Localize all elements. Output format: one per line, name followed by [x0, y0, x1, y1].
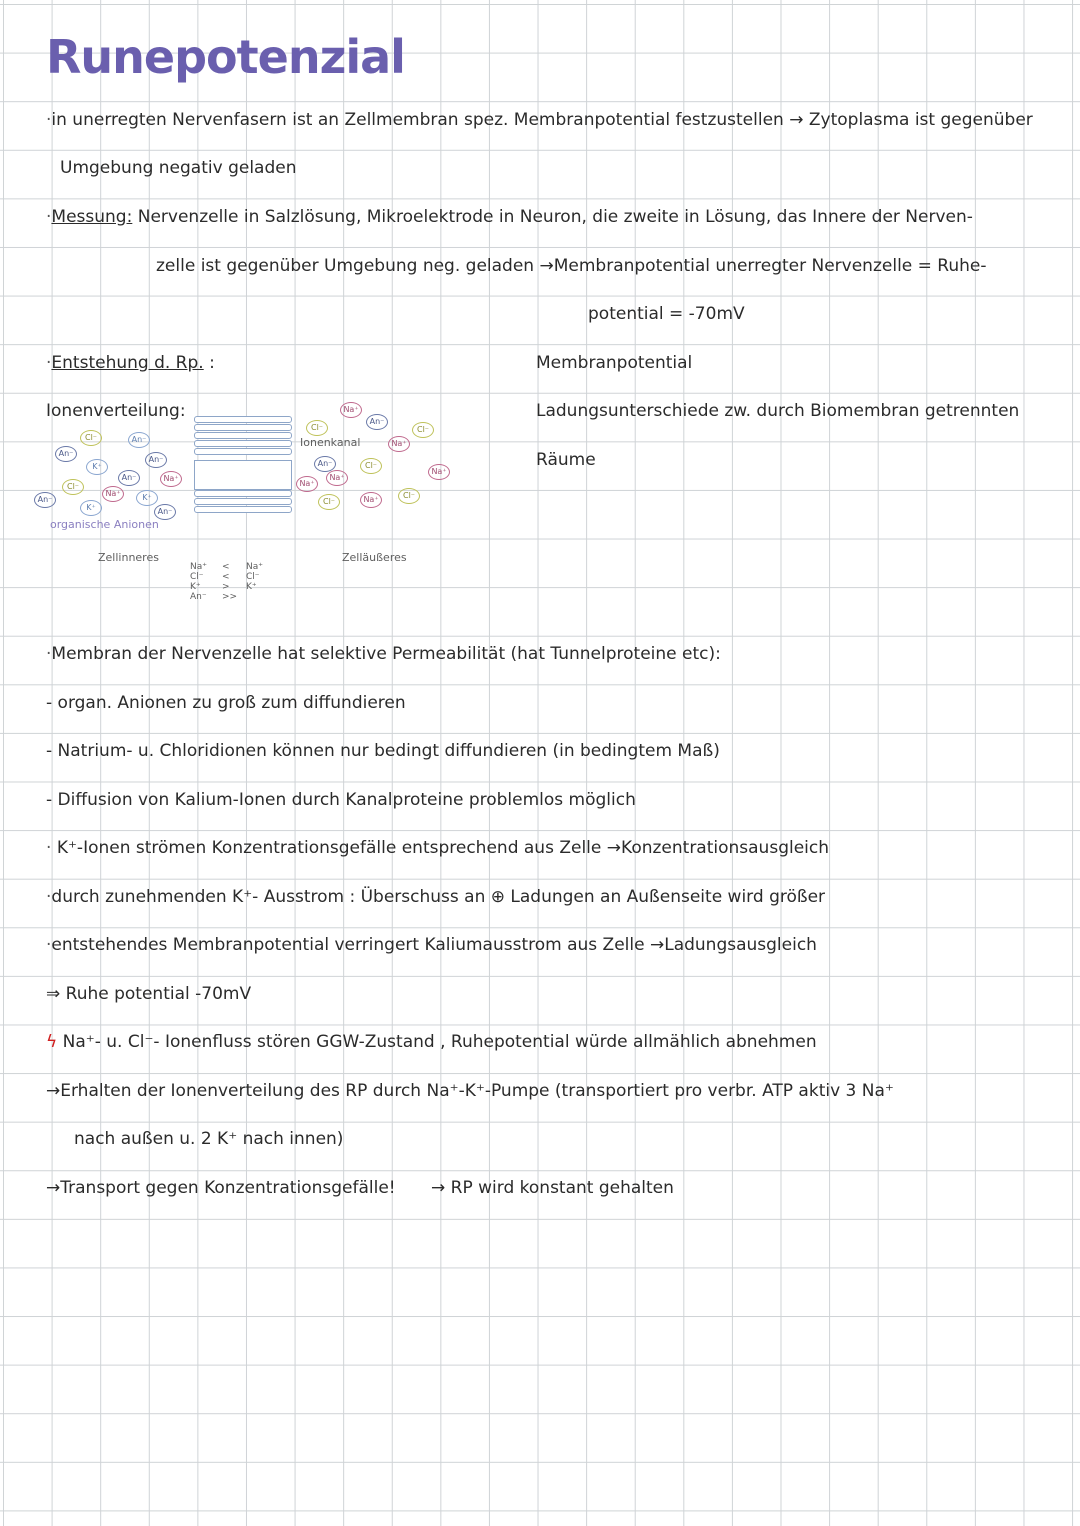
cl-ion: Cl⁻ [62, 479, 84, 495]
cl-ion: Cl⁻ [412, 422, 434, 438]
na-ion: Na⁺ [160, 471, 182, 487]
organische-anionen-label: organische Anionen [50, 518, 159, 531]
text-line: Umgebung negativ geladen [60, 158, 297, 178]
cl-ion: Cl⁻ [318, 494, 340, 510]
ion-channel [194, 460, 292, 490]
definition-text: Ladungsunterschiede zw. durch Biomembran getrennten [536, 401, 1020, 421]
page-title: Runepotenzial [46, 30, 405, 84]
an-ion: An⁻ [55, 446, 77, 462]
comparison-right: Na⁺ Cl⁻ K⁺ [246, 562, 263, 592]
na-ion: Na⁺ [296, 476, 318, 492]
na-ion: Na⁺ [102, 486, 124, 502]
na-ion: Na⁺ [326, 470, 348, 486]
na-ion: Na⁺ [428, 464, 450, 480]
an-ion: An⁻ [366, 414, 388, 430]
lightning-icon: ϟ [46, 1032, 58, 1052]
text-line: →Transport gegen Konzentrationsgefälle! → RP wird konstant gehalten [46, 1178, 674, 1198]
zellinneres-label: Zellinneres [98, 551, 159, 564]
na-ion: Na⁺ [360, 492, 382, 508]
membrane [194, 416, 290, 516]
k-ion: K⁺ [80, 500, 102, 516]
k-ion: K⁺ [86, 459, 108, 475]
an-ion: An⁻ [314, 456, 336, 472]
comparison-left: Na⁺ Cl⁻ K⁺ An⁻ [190, 562, 207, 602]
cl-ion: Cl⁻ [80, 430, 102, 446]
text-line: ·Messung: Nervenzelle in Salzlösung, Mikroelektrode in Neuron, die zweite in Lösung, das Innere der Nerven- [46, 207, 973, 227]
ionenkanal-label: Ionenkanal [300, 436, 361, 449]
cl-ion: Cl⁻ [306, 420, 328, 436]
list-item: ·entstehendes Membranpotential verringert Kaliumausstrom aus Zelle →Ladungsausgleich [46, 935, 817, 955]
list-item: - Diffusion von Kalium-Ionen durch Kanalproteine problemlos möglich [46, 790, 636, 810]
an-ion: An⁻ [34, 492, 56, 508]
k-ion: K⁺ [136, 490, 158, 506]
an-ion: An⁻ [145, 452, 167, 468]
section-heading: ·Entstehung d. Rp. : [46, 353, 215, 373]
text-line: zelle ist gegenüber Umgebung neg. geladen →Membranpotential unerregter Nervenzelle = Ruhe- [156, 256, 987, 276]
na-ion: Na⁺ [388, 436, 410, 452]
result-line: ⇒ Ruhe potential -70mV [46, 984, 252, 1004]
definition-text: Räume [536, 450, 596, 470]
comparison-signs: < < > >> [222, 562, 238, 602]
an-ion: An⁻ [118, 470, 140, 486]
list-item: · K⁺-Ionen strömen Konzentrationsgefälle entsprechend aus Zelle →Konzentrationsausgleich [46, 838, 830, 858]
text-line: ·in unerregten Nervenfasern ist an Zellmembran spez. Membranpotential festzustellen → Zytoplasma ist gegenüber [46, 110, 1033, 130]
list-item: ·durch zunehmenden K⁺- Ausstrom : Überschuss an ⊕ Ladungen an Außenseite wird größer [46, 887, 826, 907]
an-ion: An⁻ [154, 504, 176, 520]
ionenverteilung-label: Ionenverteilung: [46, 401, 186, 421]
text-line: ·Membran der Nervenzelle hat selektive Permeabilität (hat Tunnelproteine etc): [46, 644, 721, 664]
an-ion: An⁻ [128, 432, 150, 448]
list-item: - organ. Anionen zu groß zum diffundieren [46, 693, 406, 713]
text-line: potential = -70mV [588, 304, 745, 324]
text-line: →Erhalten der Ionenverteilung des RP durch Na⁺-K⁺-Pumpe (transportiert pro verbr. ATP aktiv 3 Na⁺ [46, 1081, 894, 1101]
na-ion: Na⁺ [340, 402, 362, 418]
zellaeusseres-label: Zelläußeres [342, 551, 407, 564]
text-line: nach außen u. 2 K⁺ nach innen) [74, 1129, 344, 1149]
text-line: ϟ Na⁺- u. Cl⁻- Ionenfluss stören GGW-Zustand , Ruhepotential würde allmählich abnehmen [46, 1032, 817, 1052]
definition-title: Membranpotential [536, 353, 693, 373]
cl-ion: Cl⁻ [398, 488, 420, 504]
cl-ion: Cl⁻ [360, 458, 382, 474]
list-item: - Natrium- u. Chloridionen können nur bedingt diffundieren (in bedingtem Maß) [46, 741, 720, 761]
